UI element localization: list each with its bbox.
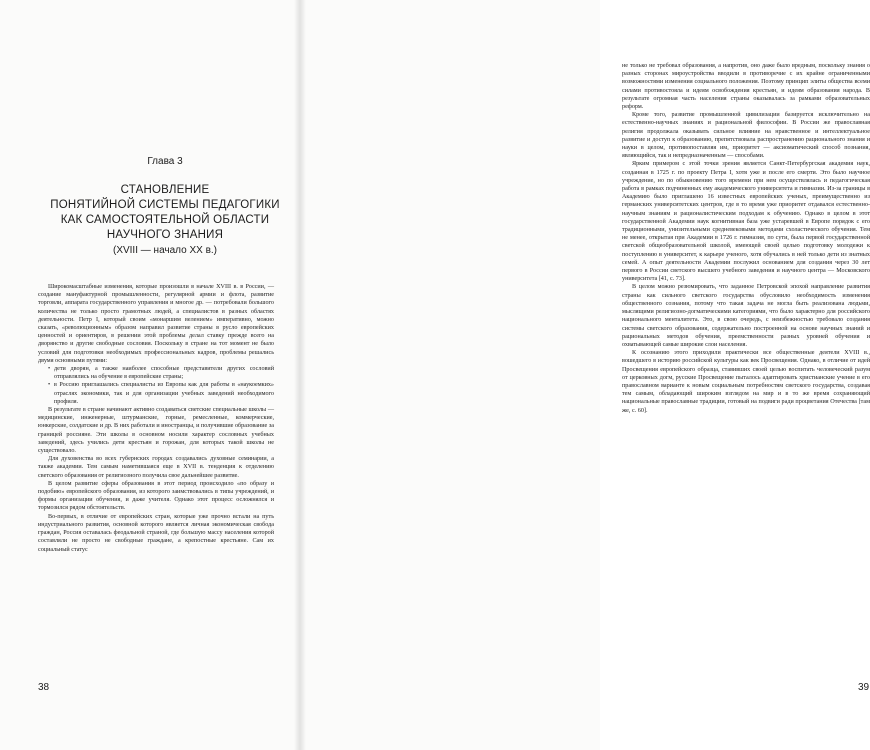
chapter-period: (XVIII — начало XX в.) — [112, 245, 218, 256]
left-page — [0, 0, 300, 750]
left-body-text — [38, 283, 274, 554]
paragraph: не только не требовал образования, а напротив, оно даже было вредным, поскольку знания о разных сторонах мироустройства вводили в противоречие с их крайне ограниченными возможностями изменения социального положения. Поэтому принцип элиты общества всеми силами противостояла и идеям освобождения крестьян, и идеям образования народа. В результате огромная часть населения страны оказывалась за рамками образовательных реформ. — [622, 63, 870, 111]
chapter-label: Глава 3 — [147, 156, 183, 167]
chapter-title-line: НАУЧНОГО ЗНАНИЯ — [106, 229, 224, 241]
paragraph: Широкомасштабные изменения, которые произошли в начале XVIII в. в России, — создание мануфактурной промышленности, регулярной армии и флота, развитие торговли, аппарата государственного управления и многое др. — потребовали большого количества не только просто грамотных людей, а специалистов в разных областях деятельности. Петр I, который своим «монаршим велением» императивно, можно сказать, «революционным» образом направил развитие страны в русло европейских ценностей и ориентиров, в решении этой проблемы делал ставку прежде всего на дворянство и другие свободные сословия. Поскольку в стране на тот момент не было условий для подготовки необходимых профессиональных кадров, проблемы решались двумя основными путями: — [38, 284, 274, 364]
chapter-title — [40, 183, 290, 243]
paragraph: Ярким примером с этой точки зрения является Санкт-Петербургская академия наук, созданная в 1725 г. по проекту Петра I, хотя уже и после его смерти. Это было научное учреждение, но по обыкновению того времени при нем осуществлялась и педагогическая работа в рамках подчиненных ему академического университета и гимназии. Из-за границы в Академию было приглашено 16 известных европейских ученых, преимущественно из германских университетских центров, где в то время уже приоритет отдавался естественно-научным знаниям и рационалистическим подходам к обучению. Однако в целом в этот государственной Академии наук когнитивная база уже устаревшей в Европе порядок с его традиционными, унизительными средневековыми методами схоластического обучения. Тем не менее, открытая при Академии в 1726 г. гимназия, по сути, была первой государственной светской общеобразовательной школой, имеющей своей целью подготовку молодежи к поступлению в университет, к карьере ученого, хотя обучались в ней только дети из знатных семей. А опыт деятельности Академии послужил основанием для создания через 30 лет первого в России светского высшего учебного заведения и научного центра — Московского университета [41, с. 73]. — [622, 161, 870, 283]
right-page — [300, 0, 870, 750]
page-number: 38 — [38, 682, 50, 693]
paragraph: Кроме того, развитие промышленной цивилизации базируется исключительно на естественно-научных знаниях и рациональной философии. В России же православная религия продолжала оказывать сильное влияние на нравственное и интеллектуальное развитие и доступ к образованию, препятствовала распространению рационального знания и науки в целом, противопоставляя им, приоритет — аксиоматический способ познания, являющийся, так и непредназначенным — способами. — [622, 112, 870, 160]
paragraph: Во-первых, в отличие от европейских стран, которые уже прочно встали на путь индустриального развития, основной которого является личная экономическая свобода граждан, Россия оставалась феодальной страной, где большую массу населения которой составляли не просто не свободные граждане, а крепостные крестьяне. Сам их социальный статус — [38, 513, 274, 553]
chapter-heading — [40, 156, 290, 256]
bullet-item: • дети дворян, а также наиболее способные представители других сословий отправлялись на обучение в европейские страны; — [48, 365, 274, 381]
bullet-item: • в Россию приглашались специалисты из Европы как для работы в «наукоемких» отраслях экономики, так и для организации учебных заведений необходимого профиля. — [48, 381, 274, 406]
paragraph: В целом можно резюмировать, что заданное Петровской эпохой направление развития страны как сильного светского государства обусловило необходимость изменения общественного сознания, потому что такая задача не могла быть реализована людьми, мыслящими религиозно-догматическими категориями, что было характерно для российского национального менталитета. Это, в свою очередь, с неизбежностью требовало создания системы светского образования, содержательно построенной на основе научных знаний и рациональных методов обучения, преемственности разных уровней обучения и охватывающей самые широкие слои населения. — [622, 284, 870, 348]
bullet-list — [38, 365, 274, 406]
paragraph: К осознанию этого приходили практически все общественные деятели XVIII в., вошедшего в историю российской культуры как век Просвещения. Однако, в отличие от идей Просвещения европейского образца, ставивших своей целью воспитать человеческий разум от церковных догм, русские Просвещение пыталось адаптировать христианские учение в его православном варианте к новым социальным потребностям светского государства, создавая тем самым, обладающий широким взглядом на мир и в то же время сохраняющий национальные православные традиции, готовый на подвиги ради процветания Отечества [там же, с. 60]. — [622, 350, 870, 414]
chapter-title-line: СТАНОВЛЕНИЕ — [120, 184, 210, 196]
paragraph: Для духовенства во всех губернских городах создавались духовные семинарии, а также академии. Тем самым наметившаяся еще в XVII в. тенденция к отделению светского образования от религиозного получила свое дальнейшее развитие. — [38, 456, 274, 479]
right-body-text — [622, 62, 870, 415]
page-number: 39 — [858, 682, 870, 693]
paragraph: В целом развитие сферы образования в этот период происходило «по образу и подобию» европейского образования, из которого заимствовались в типы учреждений, и формы организации обучения, и даже учителя. Однако этот процесс осложнялся и тормозился рядом обстоятельств. — [38, 480, 274, 512]
paragraph: В результате в стране начинают активно создаваться светские специальные школы — медицинские, инженерные, штурманские, горные, ремесленные, коммерческие, юнкерские, солдатские и др. В них работали и иностранцы, и получившие образование за границей россияне. Эти школы в основном носили характер сословных учебных заведений, здесь учились дети крестьян и горожан, для которых такой школы не существовало. — [38, 407, 274, 455]
chapter-title-line: ПОНЯТИЙНОЙ СИСТЕМЫ ПЕДАГОГИКИ — [50, 199, 280, 211]
chapter-title-line: КАК САМОСТОЯТЕЛЬНОЙ ОБЛАСТИ — [60, 214, 270, 226]
